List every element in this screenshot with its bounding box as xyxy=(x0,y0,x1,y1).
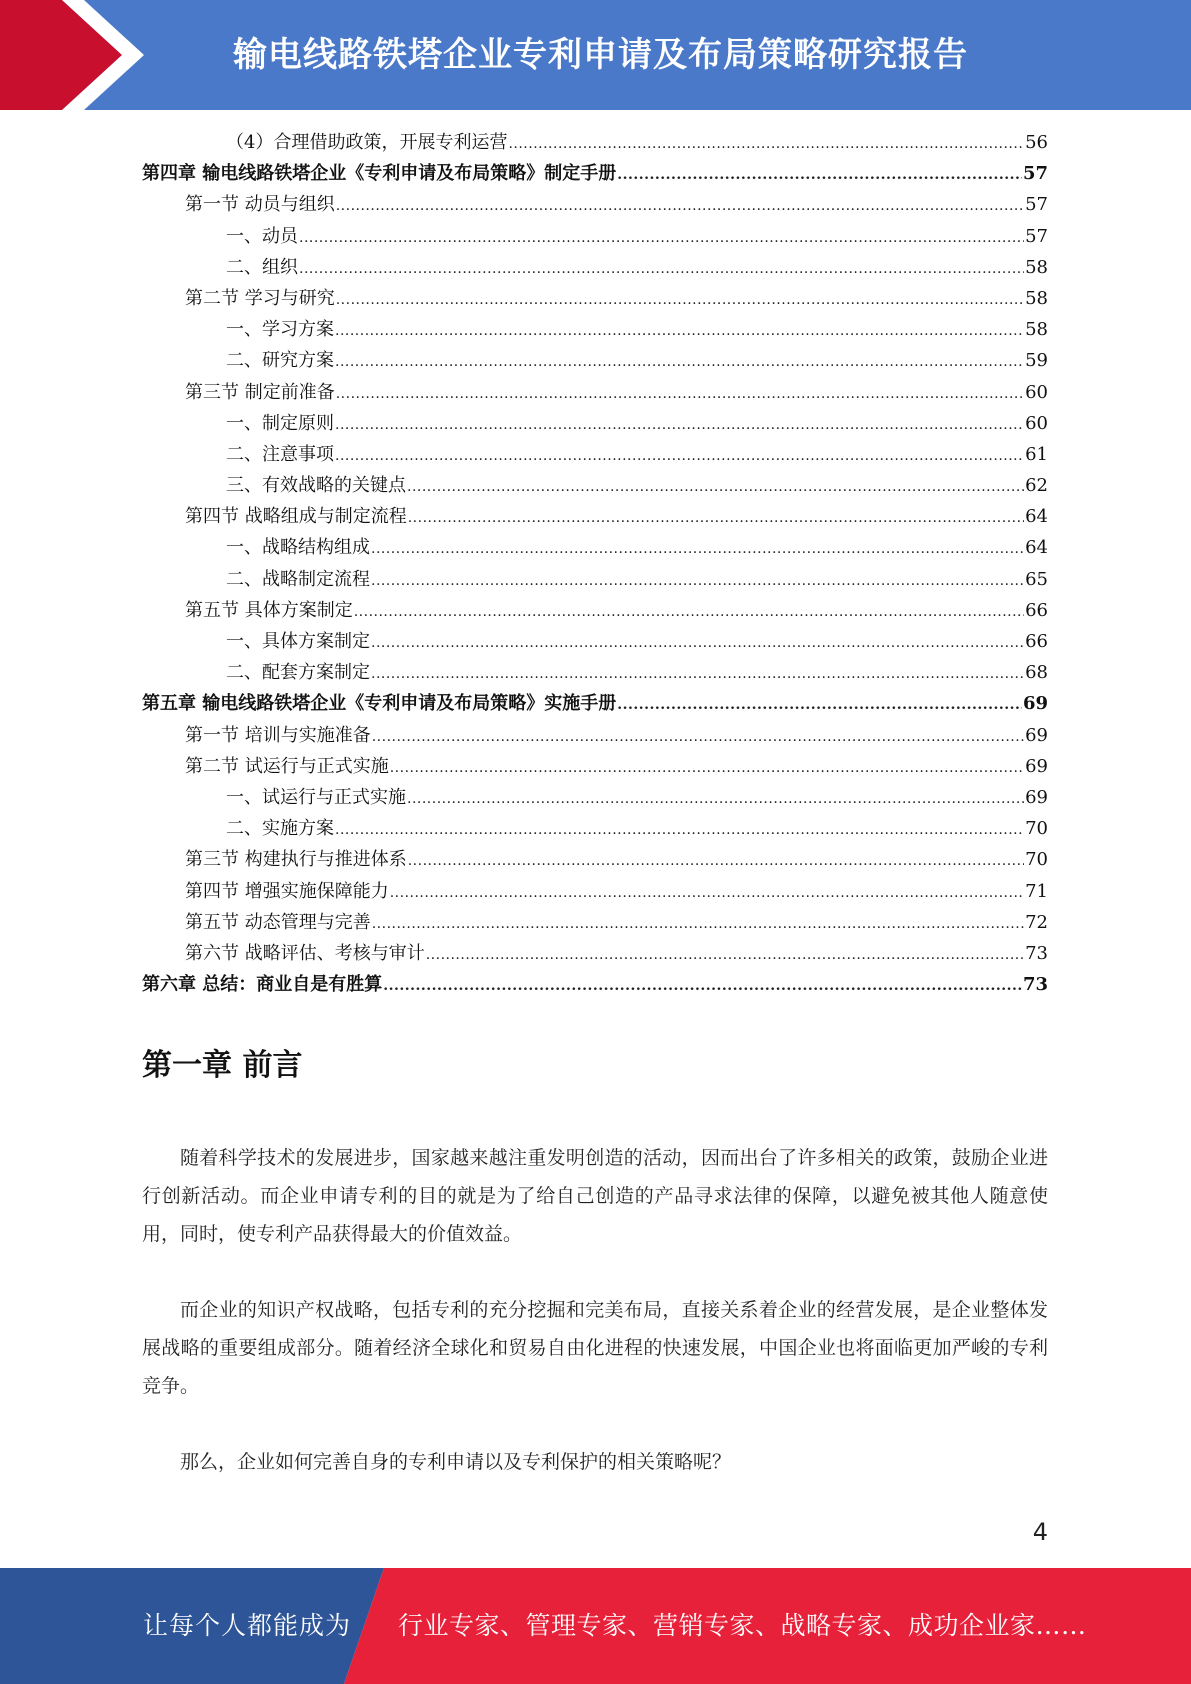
toc-dot-leader xyxy=(372,722,1024,753)
toc-entry[interactable] xyxy=(142,688,1048,719)
toc-entry-label: 第六章 总结：商业自是有胜算 xyxy=(142,974,383,996)
toc-entry-label: 第四节 增强实施保障能力 xyxy=(185,880,389,902)
toc-entry-label: 二、研究方案 xyxy=(226,350,334,372)
toc-entry-page: 58 xyxy=(1025,319,1048,341)
toc-entry-page: 57 xyxy=(1025,225,1048,247)
toc-entry-label: 第一节 培训与实施准备 xyxy=(185,724,371,746)
toc-entry[interactable] xyxy=(142,189,1048,220)
toc-entry-page: 59 xyxy=(1025,350,1048,372)
toc-dot-leader xyxy=(408,503,1024,534)
toc-entry[interactable] xyxy=(142,564,1048,595)
toc-entry-label: 第六节 战略评估、考核与审计 xyxy=(185,942,425,964)
toc-entry-label: 一、制定原则 xyxy=(226,412,334,434)
toc-entry[interactable] xyxy=(142,657,1048,688)
toc-dot-leader xyxy=(371,628,1024,659)
toc-entry[interactable] xyxy=(142,408,1048,439)
toc-entry-page: 64 xyxy=(1025,506,1048,528)
toc-entry-label: 一、试运行与正式实施 xyxy=(226,786,406,808)
toc-entry-label: 第三节 构建执行与推进体系 xyxy=(185,849,407,871)
toc-entry-page: 71 xyxy=(1025,880,1048,902)
toc-entry[interactable] xyxy=(142,283,1048,314)
toc-entry-page: 70 xyxy=(1025,849,1048,871)
toc-entry[interactable] xyxy=(142,844,1048,875)
toc-entry-label: 第五章 输电线路铁塔企业《专利申请及布局策略》实施手册 xyxy=(142,693,617,715)
header-banner xyxy=(0,0,1191,110)
toc-entry[interactable] xyxy=(142,969,1048,1000)
toc-dot-leader xyxy=(335,441,1024,472)
toc-entry-label: 二、注意事项 xyxy=(226,443,334,465)
toc-entry[interactable] xyxy=(142,127,1048,158)
toc-entry-page: 60 xyxy=(1025,412,1048,434)
toc-dot-leader xyxy=(407,784,1024,815)
toc-dot-leader xyxy=(617,690,1022,721)
toc-entry[interactable] xyxy=(142,532,1048,563)
toc-entry-label: 二、配套方案制定 xyxy=(226,662,370,684)
toc-dot-leader xyxy=(335,815,1024,846)
footer-slogan-right: 行业专家、管理专家、营销专家、战略专家、成功企业家…… xyxy=(398,1611,1087,1640)
toc-entry-label: 二、战略制定流程 xyxy=(226,568,370,590)
toc-entry-page: 69 xyxy=(1022,693,1048,715)
toc-entry-label: 三、有效战略的关键点 xyxy=(226,475,406,497)
toc-dot-leader xyxy=(371,659,1024,690)
body-paragraph: 而企业的知识产权战略，包括专利的充分挖掘和完美布局，直接关系着企业的经营发展，是企业整体发展战略的重要组成部分。随着经济全球化和贸易自由化进程的快速发展，中国企业也将面临更加严峻的专利竞争。 xyxy=(142,1299,1048,1397)
body-paragraph: 随着科学技术的发展进步，国家越来越注重发明创造的活动，因而出台了许多相关的政策，鼓励企业进行创新活动。而企业申请专利的目的就是为了给自己创造的产品寻求法律的保障，以避免被其他人随意使用，同时，使专利产品获得最大的价值效益。 xyxy=(142,1147,1048,1245)
toc-dot-leader xyxy=(371,566,1024,597)
chevron-red-fill xyxy=(0,0,122,110)
toc-dot-leader xyxy=(354,597,1024,628)
toc-entry[interactable] xyxy=(142,252,1048,283)
toc-entry-label: 一、动员 xyxy=(226,225,298,247)
body-paragraph: 那么，企业如何完善自身的专利申请以及专利保护的相关策略呢？ xyxy=(180,1451,732,1473)
footer-slogan-left: 让每个人都能成为 xyxy=(143,1611,352,1640)
toc-entry-page: 68 xyxy=(1025,662,1048,684)
toc-entry-label: 第五节 具体方案制定 xyxy=(185,599,353,621)
toc-entry-page: 56 xyxy=(1025,132,1048,153)
toc-entry-label: 一、学习方案 xyxy=(226,319,334,341)
toc-dot-leader xyxy=(372,909,1024,940)
toc-dot-leader xyxy=(299,254,1024,285)
toc-dot-leader xyxy=(508,129,1024,160)
toc-dot-leader xyxy=(617,160,1022,191)
toc-entry-page: 62 xyxy=(1025,475,1048,497)
toc-entry[interactable] xyxy=(142,501,1048,532)
toc-entry-page: 73 xyxy=(1025,942,1048,964)
toc-dot-leader xyxy=(336,379,1024,410)
toc-dot-leader xyxy=(335,347,1024,378)
toc-entry[interactable] xyxy=(142,751,1048,782)
toc-entry[interactable] xyxy=(142,907,1048,938)
toc-entry-page: 69 xyxy=(1025,786,1048,808)
toc-entry[interactable] xyxy=(142,938,1048,969)
toc-dot-leader xyxy=(390,878,1024,909)
toc-entry-page: 72 xyxy=(1025,911,1048,933)
toc-dot-leader xyxy=(335,410,1024,441)
toc-entry-page: 61 xyxy=(1025,443,1048,465)
toc-entry[interactable] xyxy=(142,470,1048,501)
toc-dot-leader xyxy=(335,316,1024,347)
toc-entry-page: 60 xyxy=(1025,381,1048,403)
toc-dot-leader xyxy=(426,940,1024,971)
toc-entry[interactable] xyxy=(142,782,1048,813)
toc-entry-label: 第二节 学习与研究 xyxy=(185,287,335,309)
toc-entry-label: 第五节 动态管理与完善 xyxy=(185,911,371,933)
toc-entry-page: 65 xyxy=(1025,568,1048,590)
toc-entry[interactable] xyxy=(142,626,1048,657)
toc-dot-leader xyxy=(407,472,1024,503)
toc-entry[interactable] xyxy=(142,720,1048,751)
table-of-contents xyxy=(142,127,1048,1000)
toc-entry[interactable] xyxy=(142,345,1048,376)
footer-banner xyxy=(0,1568,1191,1684)
toc-entry[interactable] xyxy=(142,221,1048,252)
toc-entry-page: 66 xyxy=(1025,631,1048,652)
toc-entry-label: （4）合理借助政策，开展专利运营 xyxy=(226,132,508,153)
chapter-heading: 第一章 前言 xyxy=(142,1048,303,1083)
toc-entry-label: 第四章 输电线路铁塔企业《专利申请及布局策略》制定手册 xyxy=(142,163,617,185)
toc-entry-label: 二、组织 xyxy=(226,256,298,278)
toc-entry-label: 第一节 动员与组织 xyxy=(185,194,335,216)
chevron-arrow-icon xyxy=(0,0,160,110)
toc-entry-page: 64 xyxy=(1025,537,1048,559)
toc-entry-label: 第二节 试运行与正式实施 xyxy=(185,755,389,777)
toc-entry-page: 57 xyxy=(1025,194,1048,216)
toc-entry[interactable] xyxy=(142,813,1048,844)
toc-entry-label: 一、战略结构组成 xyxy=(226,537,370,559)
toc-dot-leader xyxy=(383,971,1022,1002)
toc-entry[interactable] xyxy=(142,595,1048,626)
toc-dot-leader xyxy=(336,285,1024,316)
toc-entry-page: 69 xyxy=(1025,724,1048,746)
toc-entry[interactable] xyxy=(142,377,1048,408)
toc-entry-label: 第四节 战略组成与制定流程 xyxy=(185,506,407,528)
toc-dot-leader xyxy=(390,753,1024,784)
toc-dot-leader xyxy=(408,846,1024,877)
toc-entry-page: 70 xyxy=(1025,818,1048,840)
toc-entry-page: 58 xyxy=(1025,287,1048,309)
toc-entry[interactable] xyxy=(142,158,1048,189)
toc-entry-page: 73 xyxy=(1022,974,1048,996)
toc-entry-label: 一、具体方案制定 xyxy=(226,631,370,652)
page-number: 4 xyxy=(1032,1518,1048,1546)
toc-dot-leader xyxy=(336,191,1024,222)
toc-entry-page: 69 xyxy=(1025,755,1048,777)
document-title: 输电线路铁塔企业专利申请及布局策略研究报告 xyxy=(233,35,968,75)
toc-dot-leader xyxy=(299,223,1024,254)
toc-entry-label: 第三节 制定前准备 xyxy=(185,381,335,403)
toc-entry[interactable] xyxy=(142,439,1048,470)
toc-entry[interactable] xyxy=(142,314,1048,345)
toc-entry-label: 二、实施方案 xyxy=(226,818,334,840)
toc-entry-page: 58 xyxy=(1025,256,1048,278)
toc-dot-leader xyxy=(371,534,1024,565)
toc-entry-page: 57 xyxy=(1022,163,1048,185)
toc-entry[interactable] xyxy=(142,876,1048,907)
toc-entry-page: 66 xyxy=(1025,599,1048,621)
